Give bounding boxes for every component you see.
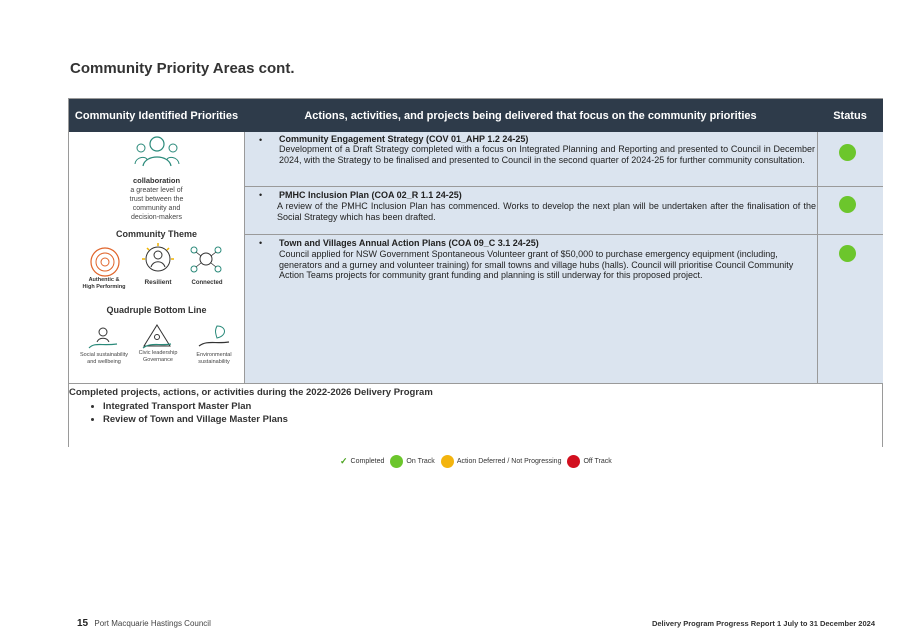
completed-section — [69, 383, 882, 447]
column-divider — [244, 132, 245, 383]
authentic-icon — [89, 246, 121, 278]
red-dot-icon — [567, 455, 580, 468]
footer-report-title: Delivery Program Progress Report 1 July to 31 December 2024 — [651, 619, 875, 628]
project-title: PMHC Inclusion Plan (COA 02_R 1.1 24-25) — [279, 190, 462, 200]
legend-deferred: Action Deferred / Not Progressing — [441, 455, 562, 468]
theme-resilient: Resilient — [144, 279, 172, 286]
page-title: Community Priority Areas cont. — [70, 60, 295, 77]
collaboration-icon — [131, 134, 183, 168]
community-theme-title: Community Theme — [115, 229, 197, 239]
bullet-icon: • — [259, 135, 263, 145]
civic-icon — [141, 322, 173, 350]
green-dot-icon — [390, 455, 403, 468]
resilient-icon — [141, 242, 175, 276]
header-priorities: Community Identified Priorities — [69, 99, 244, 132]
status-legend — [340, 454, 618, 468]
footer-org: Port Macquarie Hastings Council — [94, 619, 211, 628]
status-cell — [817, 187, 883, 235]
connected-icon — [189, 242, 223, 276]
qbl-civic: Civic leadership Governance — [138, 350, 178, 363]
priority-description: a greater level of trust between the community and decision-makers — [129, 187, 184, 221]
project-title: Community Engagement Strategy (COV 01_AHP 1.2 24-25) — [279, 134, 529, 144]
project-description: A review of the PMHC Inclusion Plan has commenced. Works to develop the next plan will be undertaken after the finalisation of the Social Strategy which has been drafted. — [277, 201, 816, 222]
legend-on-track: On Track — [390, 455, 434, 468]
legend-off-track: Off Track — [567, 455, 611, 468]
qbl-environmental: Environmental sustainability — [196, 352, 232, 365]
list-item: • Review of Town and Village Master Plans — [103, 413, 288, 426]
on-track-status-icon — [839, 196, 856, 213]
page-number: 15 — [77, 618, 89, 629]
bullet-icon: • — [259, 190, 263, 200]
bullet-icon: • — [259, 238, 263, 248]
theme-authentic: Authentic & High Performing — [82, 277, 126, 290]
footer-left — [77, 618, 211, 629]
status-cell — [817, 132, 883, 187]
qbl-social: Social sustainability and wellbeing — [80, 352, 128, 365]
header-status: Status — [817, 99, 883, 132]
amber-dot-icon — [441, 455, 454, 468]
list-item: • Integrated Transport Master Plan — [103, 400, 288, 413]
completed-title: Completed projects, actions, or activities during the 2022-2026 Delivery Program — [69, 387, 433, 398]
priorities-panel — [69, 132, 244, 383]
legend-completed: ✓ Completed — [340, 455, 385, 466]
project-row — [244, 235, 817, 383]
check-icon: ✓ — [340, 455, 348, 466]
on-track-status-icon — [839, 144, 856, 161]
completed-list — [89, 400, 288, 426]
environmental-icon — [197, 322, 231, 350]
priority-table — [68, 98, 883, 447]
project-description: Council applied for NSW Government Spontaneous Volunteer grant of $50,000 to purchase emergency equipment (including, generators and a gurney and volunteer training) for small towns and village hubs (halls). Council will prioritise Council Community Action Teams projects for community grant funding and planning is still underway for this proposed project. — [279, 249, 794, 280]
project-row — [244, 187, 817, 235]
header-actions: Actions, activities, and projects being delivered that focus on the community priorities — [244, 99, 817, 132]
qbl-title: Quadruple Bottom Line — [106, 305, 207, 315]
status-cell — [817, 235, 883, 383]
project-description: Development of a Draft Strategy completed with a focus on Integrated Planning and Reporting and presented to Council in December 2024, with the Strategy to be finalised and presented to Council in the second quarter of 2024-25 for further community consultation. — [279, 144, 815, 165]
social-icon — [87, 324, 119, 352]
project-row — [244, 132, 817, 187]
on-track-status-icon — [839, 245, 856, 262]
theme-connected: Connected — [191, 280, 223, 286]
project-title: Town and Villages Annual Action Plans (COA 09_C 3.1 24-25) — [279, 238, 539, 248]
priority-title: collaboration — [132, 176, 181, 185]
